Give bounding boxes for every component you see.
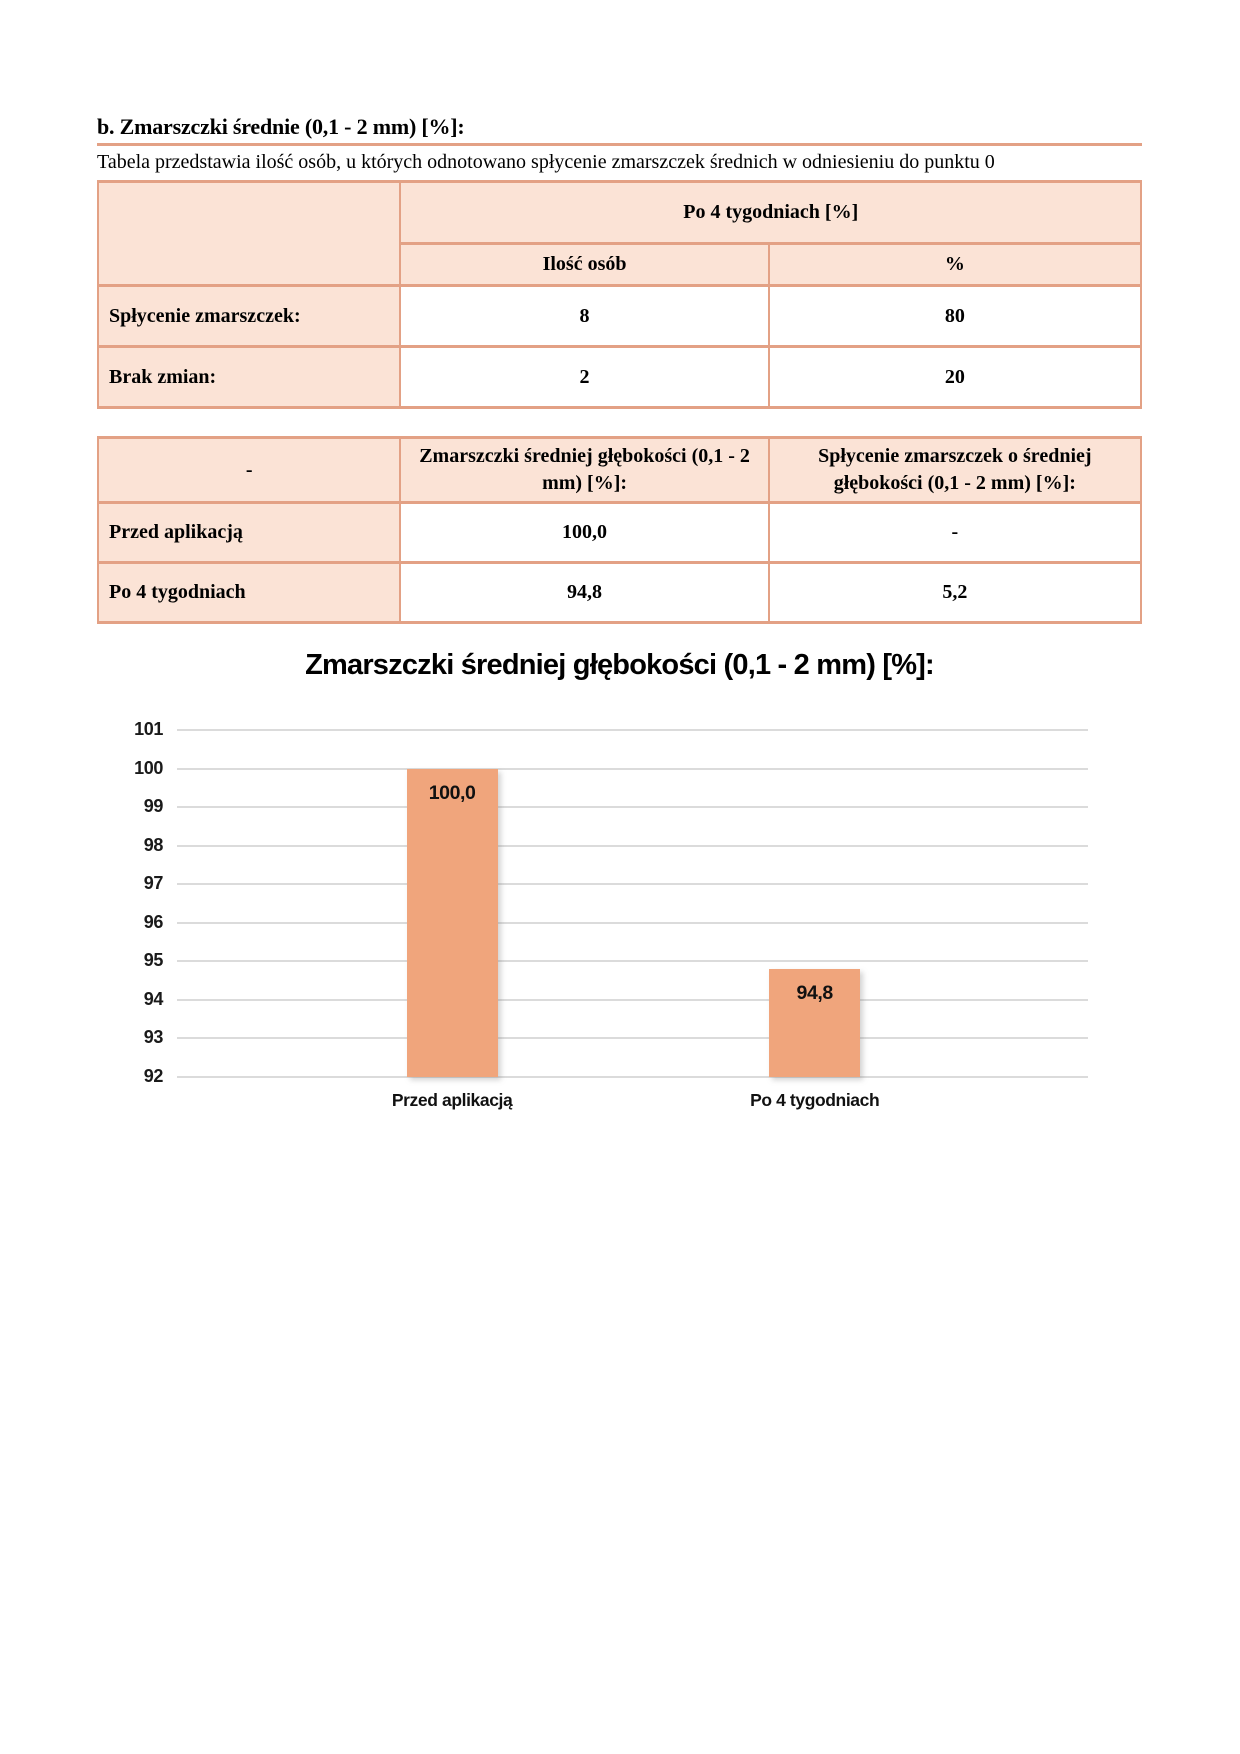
table2-col-header-depth: Zmarszczki średniej głębokości (0,1 - 2 mm) [%]: xyxy=(400,438,768,503)
y-tick-label: 92 xyxy=(143,1066,163,1086)
table2-row0-reduction: - xyxy=(769,503,1141,563)
table2-col-header-reduction: Spłycenie zmarszczek o średniej głębokości (0,1 - 2 mm) [%]: xyxy=(769,438,1141,503)
y-gridline xyxy=(177,768,1088,770)
table1-corner-cell xyxy=(98,182,400,286)
bar-value-label: 100,0 xyxy=(428,781,476,804)
table1-row1-count: 2 xyxy=(400,347,768,408)
table1-row1-label: Brak zmian: xyxy=(98,347,400,408)
x-category-label: Po 4 tygodniach xyxy=(750,1090,880,1110)
bar-chart xyxy=(97,645,1142,1135)
depth-percentage-table xyxy=(97,436,1142,624)
chart-plot xyxy=(134,719,1088,1110)
y-gridline xyxy=(177,806,1088,808)
y-tick-label: 93 xyxy=(143,1027,163,1048)
table-row xyxy=(98,563,1141,623)
y-tick-label: 95 xyxy=(143,950,163,971)
table-row xyxy=(98,503,1141,563)
intro-text: Tabela przedstawia ilość osób, u których odnotowano spłycenie zmarszczek średnich w odniesieniu do punktu 0 xyxy=(97,151,995,173)
y-tick-label: 100 xyxy=(134,757,163,778)
y-gridline xyxy=(177,883,1088,885)
section-heading: b. Zmarszczki średnie (0,1 - 2 mm) [%]: xyxy=(97,114,465,139)
table-row xyxy=(98,347,1141,408)
y-tick-label: 96 xyxy=(143,911,163,932)
table-row xyxy=(98,286,1141,347)
y-gridline xyxy=(177,729,1088,731)
y-tick-label: 98 xyxy=(143,834,163,855)
table1-row1-percent: 20 xyxy=(769,347,1141,408)
table1-row0-count: 8 xyxy=(400,286,768,347)
bar-value-label: 94,8 xyxy=(796,982,833,1005)
y-tick-label: 94 xyxy=(143,988,163,1009)
y-gridline xyxy=(177,1037,1088,1039)
table2-corner-cell: - xyxy=(98,438,400,503)
table2-row0-label: Przed aplikacją xyxy=(98,503,400,563)
table2-row1-label: Po 4 tygodniach xyxy=(98,563,400,623)
y-gridline xyxy=(177,845,1088,847)
table1-col-header-count: Ilość osób xyxy=(400,244,768,286)
table1-row0-label: Spłycenie zmarszczek: xyxy=(98,286,400,347)
y-tick-label: 99 xyxy=(143,796,163,817)
y-tick-label: 97 xyxy=(143,873,163,894)
results-count-table xyxy=(97,180,1142,409)
y-tick-label: 101 xyxy=(134,719,163,739)
table2-row1-reduction: 5,2 xyxy=(769,563,1141,623)
heading-rule xyxy=(97,143,1142,146)
table1-row0-percent: 80 xyxy=(769,286,1141,347)
bar xyxy=(769,969,860,1077)
table2-row1-depth: 94,8 xyxy=(400,563,768,623)
table1-group-header: Po 4 tygodniach [%] xyxy=(400,182,1141,244)
x-category-label: Przed aplikacją xyxy=(391,1090,513,1110)
bar xyxy=(407,769,498,1077)
y-gridline xyxy=(177,1076,1088,1078)
y-gridline xyxy=(177,922,1088,924)
table2-row0-depth: 100,0 xyxy=(400,503,768,563)
y-gridline xyxy=(177,999,1088,1001)
table1-col-header-percent: % xyxy=(769,244,1141,286)
y-gridline xyxy=(177,960,1088,962)
chart-title: Zmarszczki średniej głębokości (0,1 - 2 mm) [%]: xyxy=(305,649,934,681)
